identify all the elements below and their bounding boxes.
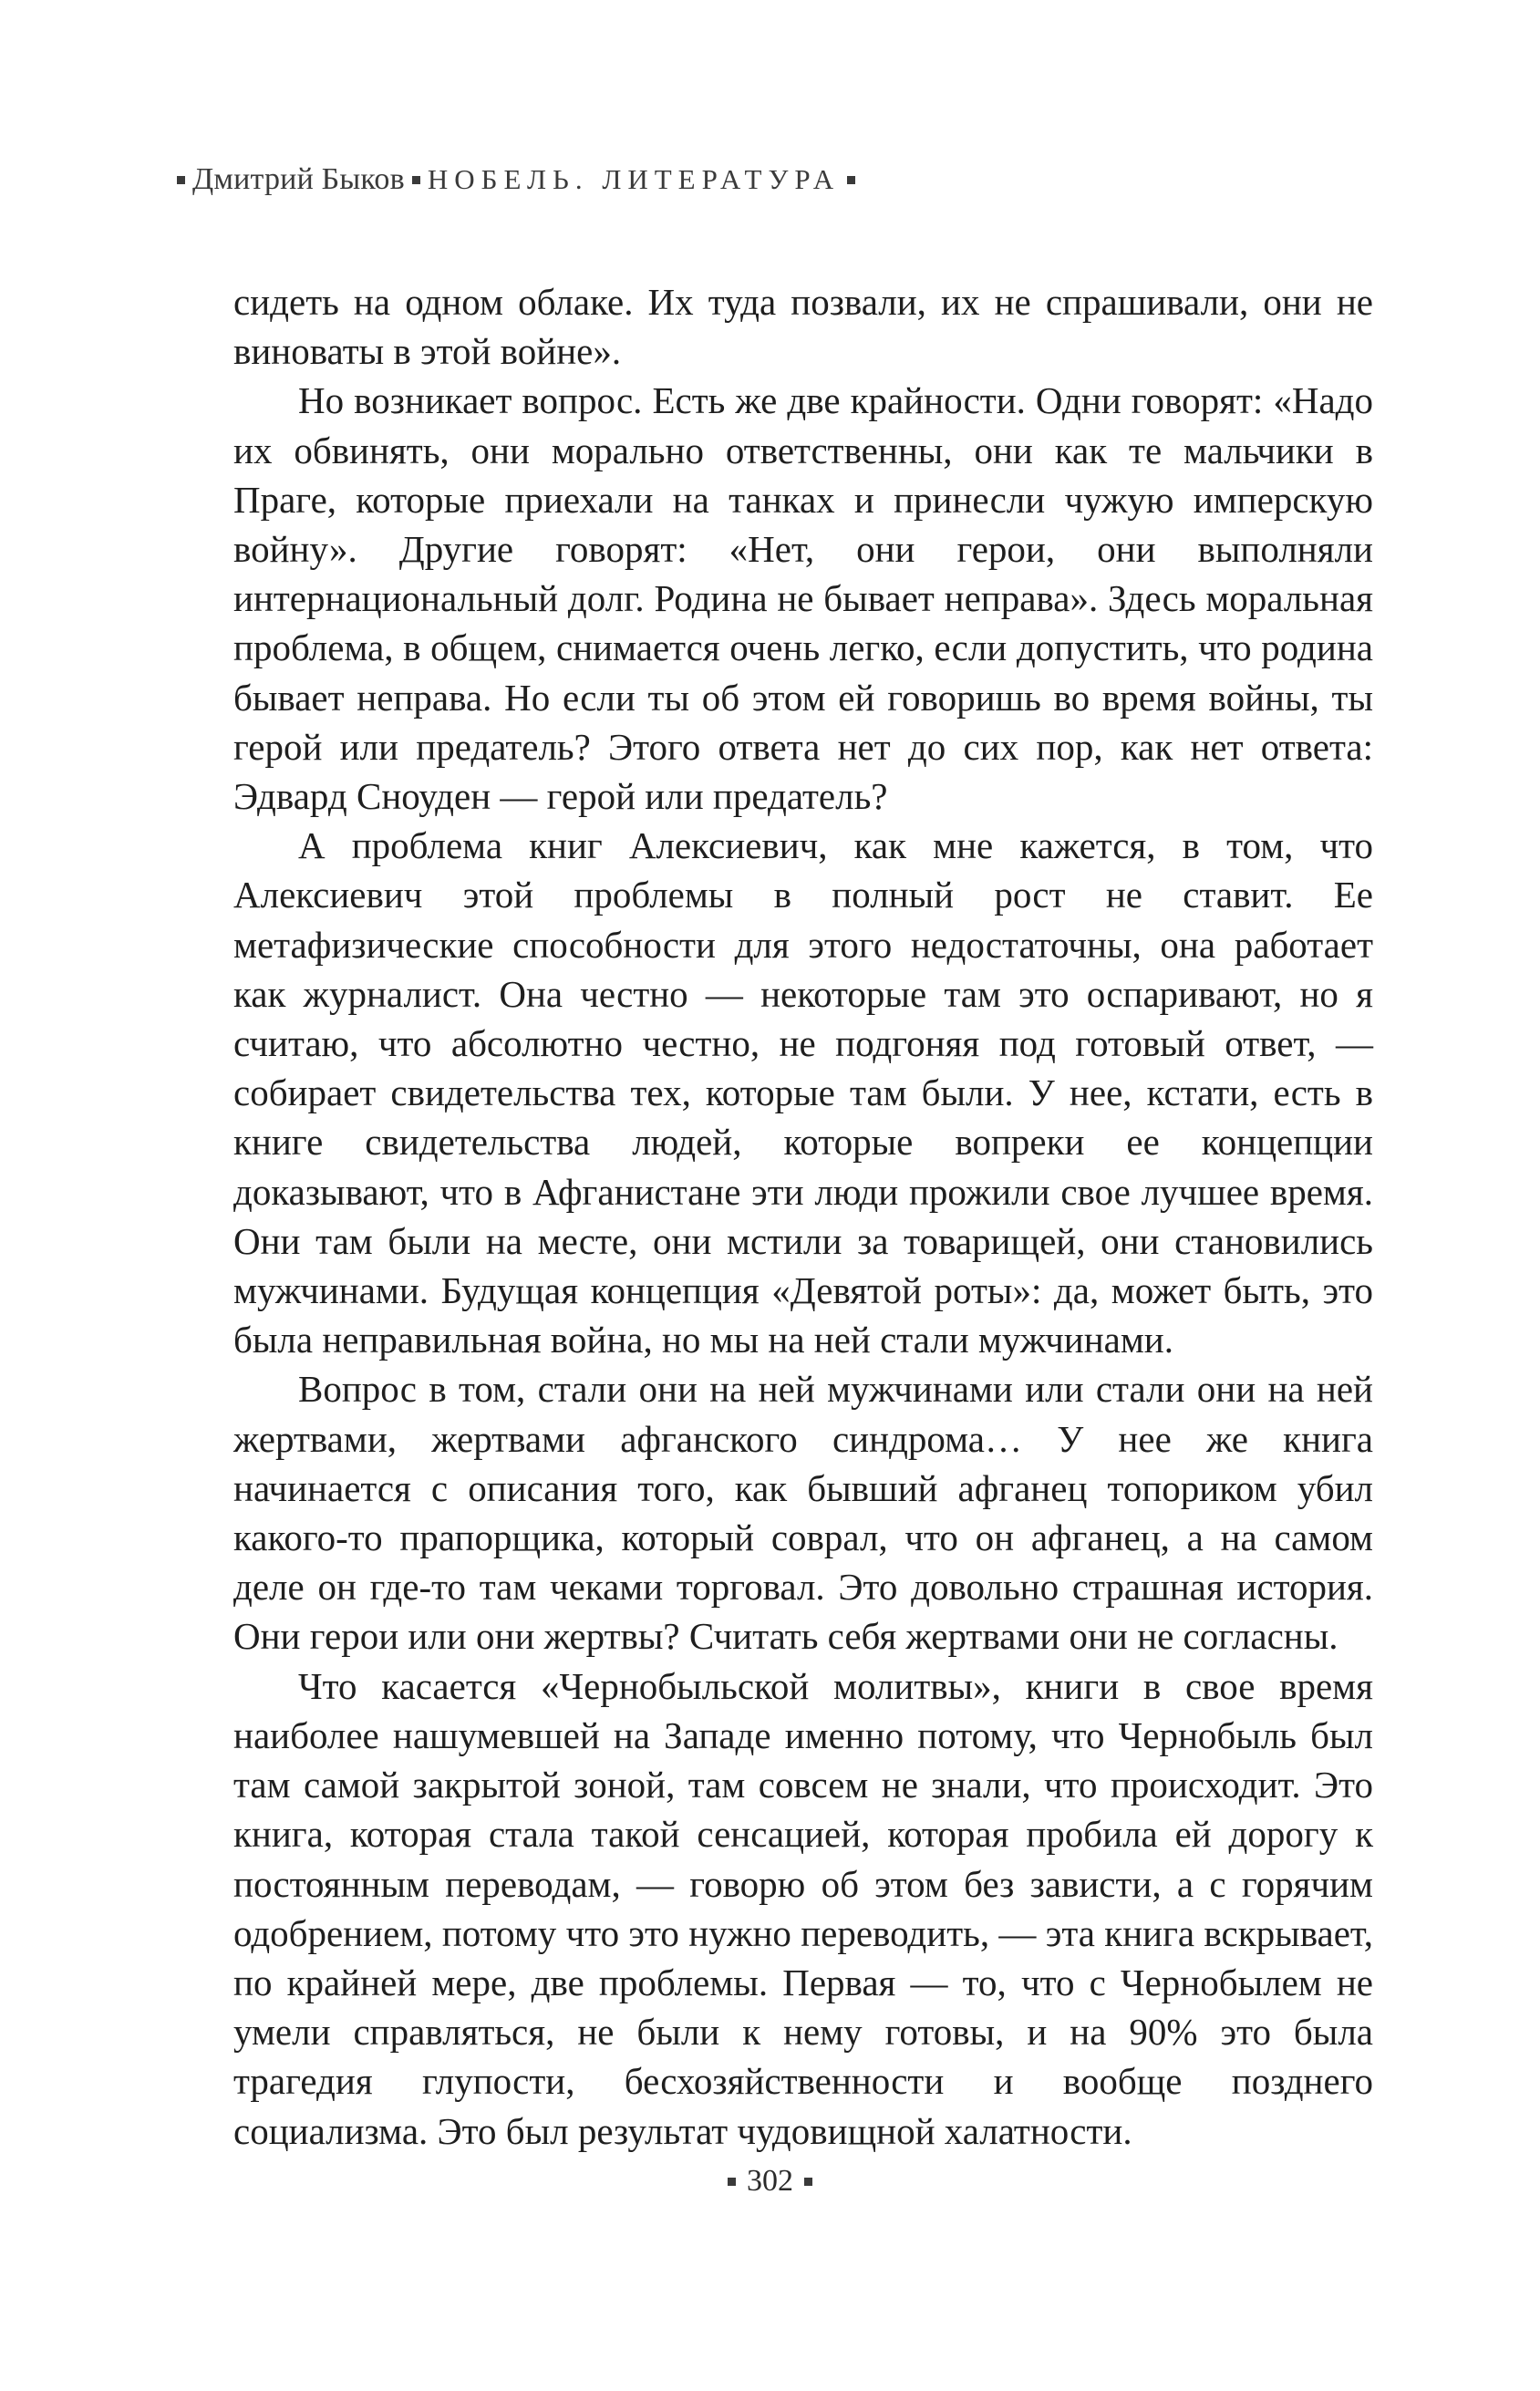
paragraph: сидеть на одном облаке. Их туда позвали, их не спрашивали, они не виноваты в этой войне».	[233, 281, 1373, 373]
square-bullet-icon	[728, 2178, 736, 2186]
square-bullet-icon	[177, 176, 185, 184]
body-text	[233, 277, 1373, 2156]
running-header	[170, 157, 863, 202]
page-number: 302	[747, 2164, 793, 2198]
page-folio	[0, 2158, 1540, 2204]
square-bullet-icon	[847, 176, 855, 184]
paragraph: Вопрос в том, стали они на ней мужчинами или стали они на ней жертвами, жертвами афганского синдрома… У нее же книга начинается с описания того, как бывший афганец топориком убил какого-то прапорщика, который соврал, что он афганец, а на самом деле он где-то там чеками торговал. Это довольно страшная история. Они герои или они жертвы? Считать себя жертвами они не согласны.	[233, 1368, 1373, 1658]
paragraph: Что касается «Чернобыльской молитвы», книги в свое время наиболее нашумевшей на Западе именно потому, что Чернобыль был там самой закрытой зоной, там совсем не знали, что происходит. Это книга, которая стала такой сенсацией, которая пробила ей дорогу к постоянным переводам, — говорю об этом без зависти, а с горячим одобрением, потому что это нужно переводить, — эта книга вскрывает, по крайней мере, две проблемы. Первая — то, что с Чернобылем не умели справляться, не были к нему готовы, и на 90% это была трагедия глупости, бесхозяйственности и вообще позднего социализма. Это был результат чудовищной халатности.	[233, 1664, 1373, 2152]
paragraph: А проблема книг Алексиевич, как мне кажется, в том, что Алексиевич этой проблемы в полный рост не ставит. Ее метафизические способности для этого недостаточны, она работает как журналист. Она честно — некоторые там это оспаривают, но я считаю, что абсолютно честно, не подгоняя под готовый ответ, — собирает свидетельства тех, которые там были. У нее, кстати, есть в книге свидетельства людей, которые вопреки ее концепции доказывают, что в Афганистане эти люди прожили свое лучшее время. Они там были на месте, они мстили за товарищей, они становились мужчинами. Будущая концепция «Девятой роты»: да, может быть, это была неправильная война, но мы на ней стали мужчинами.	[233, 824, 1373, 1361]
header-author: Дмитрий Быков	[192, 162, 405, 196]
paragraph: Но возникает вопрос. Есть же две крайности. Одни говорят: «Надо их обвинять, они морально ответственны, они как те мальчики в Праге, которые приехали на танках и принесли чужую имперскую войну». Другие говорят: «Нет, они герои, они выполняли интернациональный долг. Родина не бывает неправа». Здесь моральная проблема, в общем, снимается очень легко, если допустить, что родина бывает неправа. Но если ты об этом ей говоришь во время войны, ты герой или предатель? Этого ответа нет до сих пор, как нет ответа: Эдвард Сноуден — герой или предатель?	[233, 379, 1373, 818]
square-bullet-icon	[412, 176, 420, 184]
header-series-title: НОБЕЛЬ. ЛИТЕРАТУРА	[427, 163, 841, 195]
square-bullet-icon	[804, 2178, 812, 2186]
